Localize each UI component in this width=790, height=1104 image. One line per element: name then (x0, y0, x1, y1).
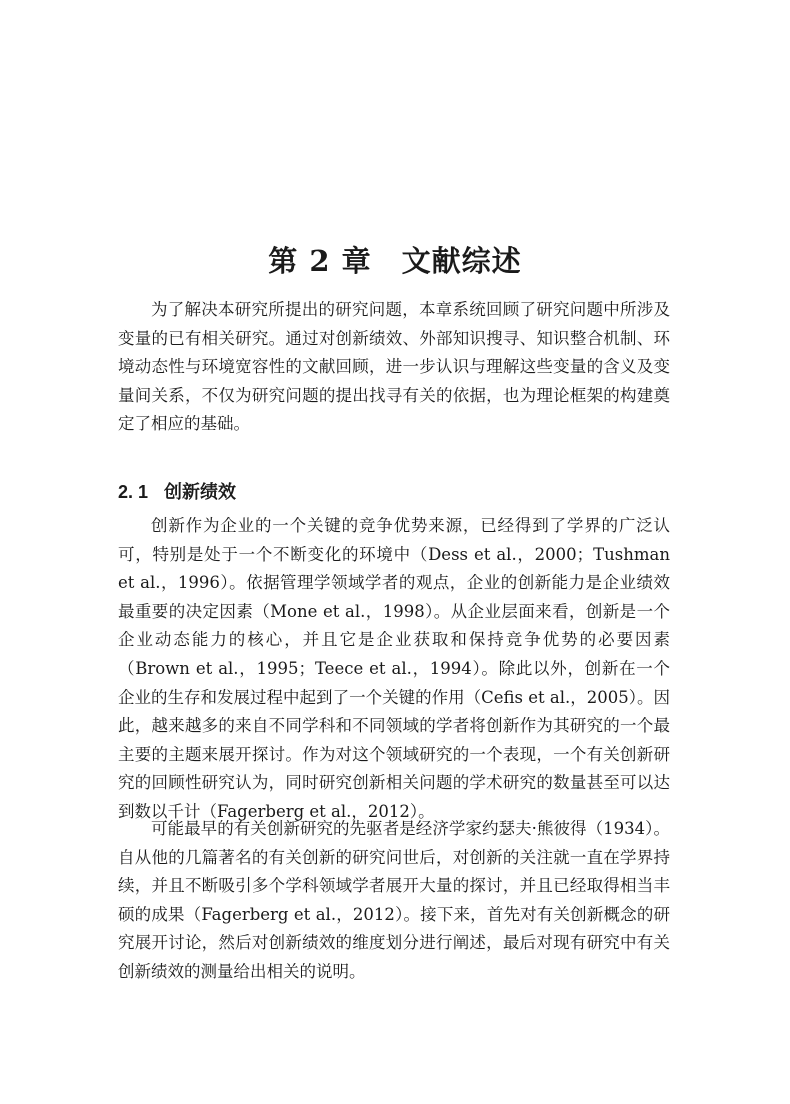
body-paragraph: 可能最早的有关创新研究的先驱者是经济学家约瑟夫·熊彼得（1934）。自从他的几篇著名的有关创新的研究问世后，对创新的关注就一直在学界持续，并且不断吸引多个学科领域学者展开大量的探讨，并且已经取得相当丰硕的成果（Fagerberg et al.，2012）。接下来，首先对有关创新概念的研究展开讨论，然后对创新绩效的维度划分进行阐述，最后对现有研究中有关创新绩效的测量给出相关的说明。 (118, 819, 670, 981)
intro-paragraph: 为了解决本研究所提出的研究问题，本章系统回顾了研究问题中所涉及变量的已有相关研究。通过对创新绩效、外部知识搜寻、知识整合机制、环境动态性与环境宽容性的文献回顾，进一步认识与理解这些变量的含义及变量间关系，不仅为研究问题的提出找寻有关的依据，也为理论框架的构建奠定了相应的基础。 (118, 300, 670, 434)
section-number: 2. 1 (118, 481, 149, 502)
body-paragraph: 创新作为企业的一个关键的竞争优势来源，已经得到了学界的广泛认可，特别是处于一个不断变化的环境中（Dess et al.，2000；Tushman et al.，1996）。依据管理学领域学者的观点，企业的创新能力是企业绩效最重要的决定因素（Mone et al.，1998）。从企业层面来看，创新是一个企业动态能力的核心，并且它是企业获取和保持竞争优势的必要因素（Brown et al.，1995；Teece et al.，1994）。除此以外，创新在一个企业的生存和发展过程中起到了一个关键的作用（Cefis et al.，2005）。因此，越来越多的来自不同学科和不同领域的学者将创新作为其研究的一个最主要的主题来展开探讨。作为对这个领域研究的一个表现，一个有关创新研究的回顾性研究认为，同时研究创新相关问题的学术研究的数量甚至可以达到数以千计（Fagerberg et al.，2012）。 (118, 516, 670, 821)
section-heading (118, 478, 236, 504)
chapter-number: 第 2 章 (268, 244, 372, 279)
chapter-name: 文献综述 (401, 244, 522, 279)
chapter-title (0, 239, 790, 280)
section-title: 创新绩效 (164, 481, 237, 503)
